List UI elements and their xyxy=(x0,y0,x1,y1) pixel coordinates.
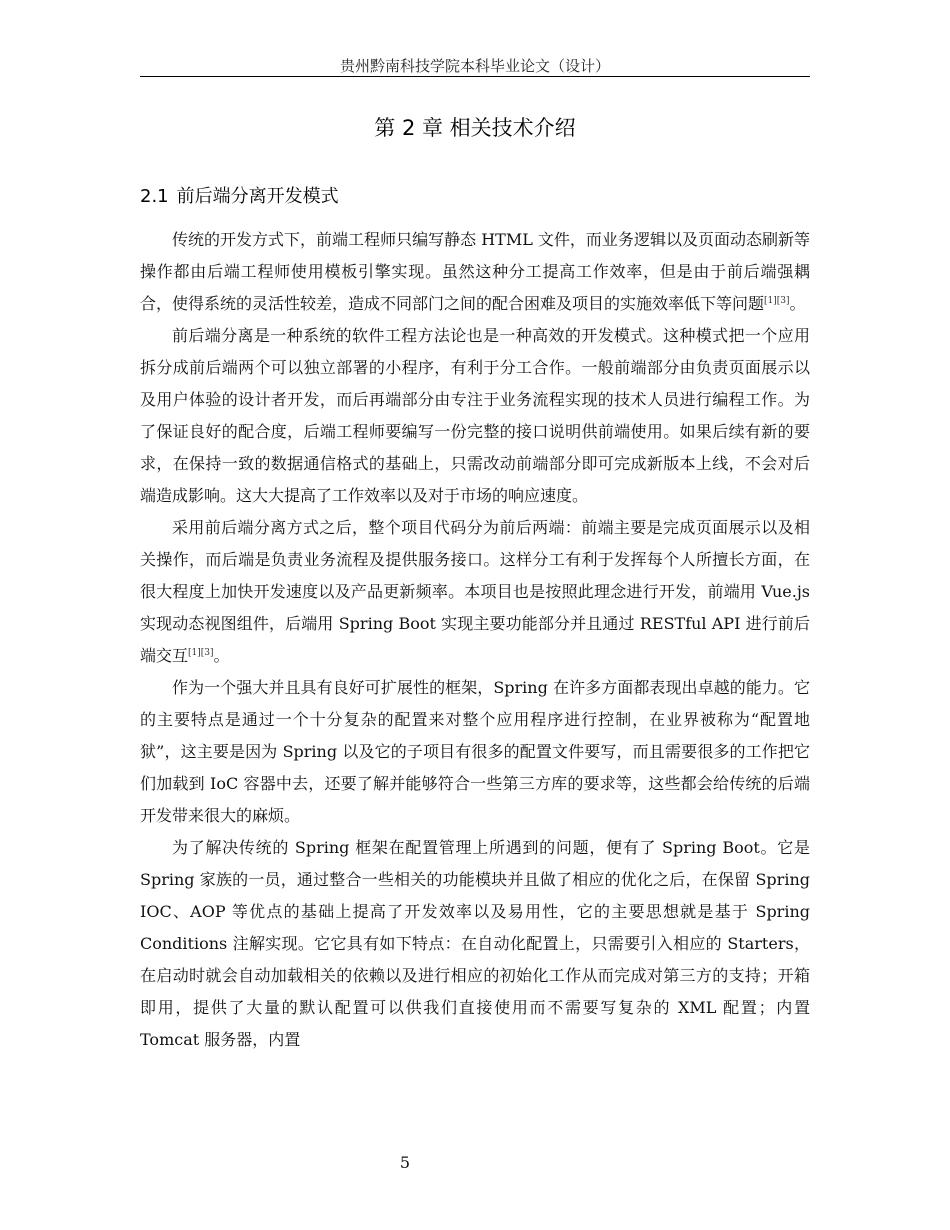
section-number: 2.1 xyxy=(140,186,169,207)
citation-marker: [1][3] xyxy=(188,648,214,658)
paragraph-4 xyxy=(140,672,810,832)
paragraph-tail: 。 xyxy=(789,294,806,313)
body-text xyxy=(140,224,810,1056)
page-number: 5 xyxy=(399,1153,411,1172)
paragraph-tail: 。 xyxy=(213,646,230,665)
paragraph-text: 前后端分离是一种系统的软件工程方法论也是一种高效的开发模式。这种模式把一个应用拆分成前后端两个可以独立部署的小程序，有利于分工合作。一般前端部分由负责页面展示以及用户体验的设计者开发，而后再端部分由专注于业务流程实现的技术人员进行编程工作。为了保证良好的配合度，后端工程师要编写一份完整的接口说明供前端使用。如果后续有新的要求，在保持一致的数据通信格式的基础上，只需改动前端部分即可完成新版本上线，不会对后端造成影响。这大大提高了工作效率以及对于市场的响应速度。 xyxy=(140,326,810,505)
section-title: 前后端分离开发模式 xyxy=(176,186,339,207)
running-header: 贵州黔南科技学院本科毕业论文（设计） xyxy=(339,57,610,75)
section-heading xyxy=(140,183,339,211)
chapter-title: 第 2 章 相关技术介绍 xyxy=(374,116,576,140)
paragraph-text: 为了解决传统的 Spring 框架在配置管理上所遇到的问题，便有了 Spring Boot。它是 Spring 家族的一员，通过整合一些相关的功能模块并且做了相应的优化之后，在保留 Spring IOC、AOP 等优点的基础上提高了开发效率以及易用性，它的主要思想就是基于 Spring Conditions 注解实现。它它具有如下特点：在自动化配置上，只需要引入相应的 Starters，在启动时就会自动加载相关的依赖以及进行相应的初始化工作从而完成对第三方的支持；开箱即用，提供了大量的默认配置可以供我们直接使用而不需要写复杂的 XML 配置；内置 Tomcat 服务器，内置 xyxy=(140,838,810,1049)
citation-marker: [1][3] xyxy=(764,296,790,306)
paragraph-5 xyxy=(140,832,810,1056)
paragraph-2 xyxy=(140,320,810,512)
paragraph-1 xyxy=(140,224,810,320)
header-rule xyxy=(140,76,810,77)
paragraph-3 xyxy=(140,512,810,672)
paragraph-text: 采用前后端分离方式之后，整个项目代码分为前后两端：前端主要是完成页面展示以及相关操作，而后端是负责业务流程及提供服务接口。这样分工有利于发挥每个人所擅长方面，在很大程度上加快开发速度以及产品更新频率。本项目也是按照此理念进行开发，前端用 Vue.js 实现动态视图组件，后端用 Spring Boot 实现主要功能部分并且通过 RESTful API 进行前后端交互 xyxy=(140,518,810,665)
paragraph-text: 作为一个强大并且具有良好可扩展性的框架，Spring 在许多方面都表现出卓越的能力。它的主要特点是通过一个十分复杂的配置来对整个应用程序进行控制，在业界被称为“配置地狱”，这主要是因为 Spring 以及它的子项目有很多的配置文件要写，而且需要很多的工作把它们加载到 IoC 容器中去，还要了解并能够符合一些第三方库的要求等，这些都会给传统的后端开发带来很大的麻烦。 xyxy=(140,678,810,825)
paragraph-text: 传统的开发方式下，前端工程师只编写静态 HTML 文件，而业务逻辑以及页面动态刷新等操作都由后端工程师使用模板引擎实现。虽然这种分工提高工作效率，但是由于前后端强耦合，使得系统的灵活性较差，造成不同部门之间的配合困难及项目的实施效率低下等问题 xyxy=(140,230,810,313)
